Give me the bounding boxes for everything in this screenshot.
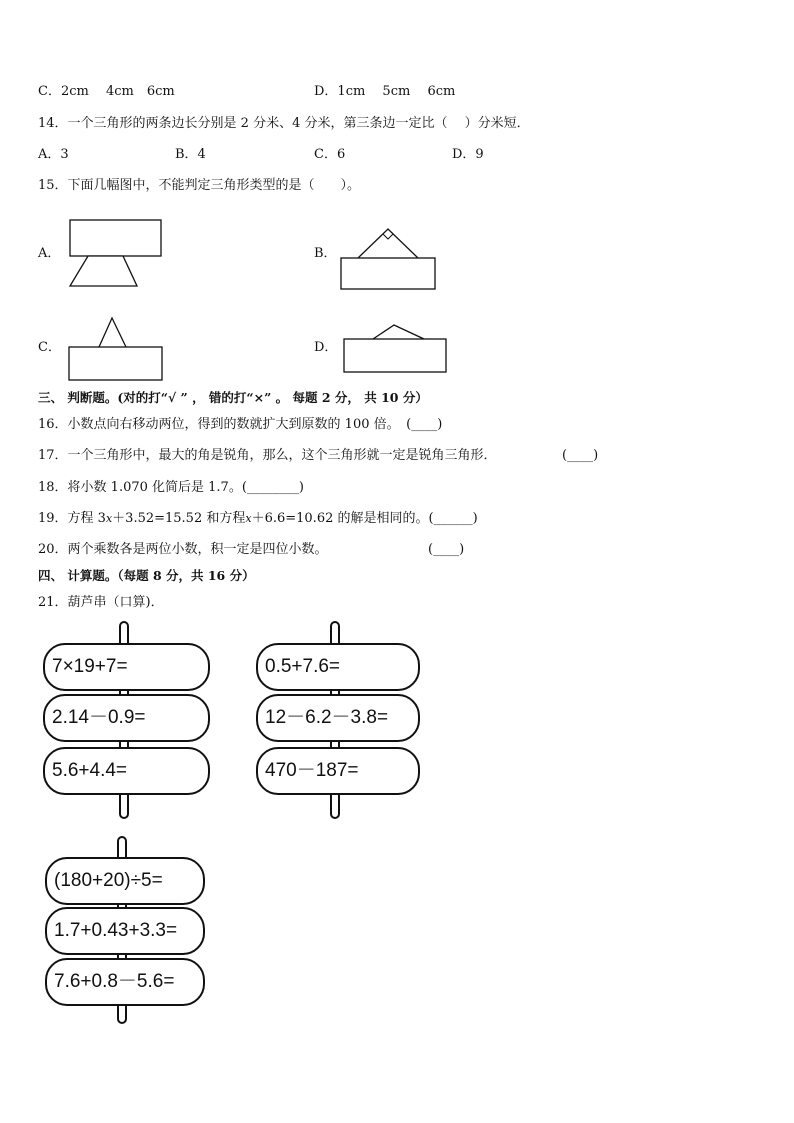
q20-statement: 20．两个乘数各是两位小数，积一定是四位小数。 <box>38 542 328 557</box>
q19-text-start: 19．方程 3 <box>38 511 106 526</box>
calc-expression: 1.7+0.43+3.3= <box>54 920 178 941</box>
calc-expression: 5.6+4.4= <box>52 760 128 781</box>
gourd-bead <box>43 747 210 795</box>
q21-instruction: 21．葫芦串（口算)． <box>38 595 164 610</box>
q15-label-d: D． <box>314 340 338 355</box>
q19-variable: x <box>245 512 252 525</box>
q14-option-c: C．6 <box>314 147 346 162</box>
q14-option-a: A．3 <box>38 147 69 162</box>
calc-expression: 7×19+7= <box>52 656 128 677</box>
section-4-heading: 四、 计算题。（每题 8 分，共 16 分） <box>38 568 255 583</box>
q17-answer-blank: (____) <box>562 448 599 463</box>
calc-expression: 7.6+0.8－5.6= <box>54 971 175 992</box>
q15-question: 15．下面几幅图中，不能判定三角形类型的是（ ）。 <box>38 178 361 193</box>
q15-figure-d <box>340 320 450 378</box>
gourd-bead <box>256 643 420 691</box>
q15-figure-a <box>66 218 166 290</box>
q14-question: 14．一个三角形的两条边长分别是 2 分米、4 分米，第三条边一定比（ ）分米短． <box>38 116 530 131</box>
q15-figure-c <box>66 314 166 384</box>
q18-statement: 18．将小数 1.070 化简后是 1.7。(________) <box>38 480 304 495</box>
gourd-bead <box>43 694 210 742</box>
q19-statement <box>38 511 478 527</box>
section-3-heading: 三、 判断题。(对的打“√ ” ， 错的打“×” 。 每题 2 分， 共 10 分） <box>38 390 428 405</box>
gourd-skewer-1 <box>43 621 211 819</box>
q16-statement: 16．小数点向右移动两位，得到的数就扩大到原数的 100 倍。 (____) <box>38 417 443 432</box>
calc-expression: 12－6.2－3.8= <box>265 707 389 728</box>
q15-label-a: A． <box>38 246 61 261</box>
gourd-bead <box>43 643 210 691</box>
gourd-bead <box>45 907 205 955</box>
calc-expression: 2.14－0.9= <box>52 707 146 728</box>
q19-text-end: ＋6.6=10.62 的解是相同的。(______) <box>251 511 478 526</box>
calc-expression: 0.5+7.6= <box>265 656 341 677</box>
q20-answer-blank: (____) <box>428 542 465 557</box>
q14-option-d: D．9 <box>452 147 484 162</box>
q19-text-middle: ＋3.52=15.52 和方程 <box>112 511 246 526</box>
q14-option-b: B．4 <box>175 147 206 162</box>
q15-figure-b <box>336 224 440 292</box>
q13-option-c: C．2cm 4cm 6cm <box>38 84 175 99</box>
gourd-bead <box>45 958 205 1006</box>
q15-label-c: C． <box>38 340 61 355</box>
gourd-bead <box>256 694 420 742</box>
q19-variable: x <box>105 512 113 525</box>
gourd-bead <box>45 857 205 905</box>
q15-label-b: B． <box>314 246 337 261</box>
calc-expression: 470－187= <box>265 760 359 781</box>
gourd-skewer-3 <box>45 836 207 1024</box>
gourd-skewer-2 <box>256 621 422 819</box>
calc-expression: (180+20)÷5= <box>54 870 163 891</box>
q13-option-d: D．1cm 5cm 6cm <box>314 84 456 99</box>
gourd-bead <box>256 747 420 795</box>
q17-statement: 17．一个三角形中，最大的角是锐角，那么，这个三角形就一定是锐角三角形． <box>38 448 497 463</box>
